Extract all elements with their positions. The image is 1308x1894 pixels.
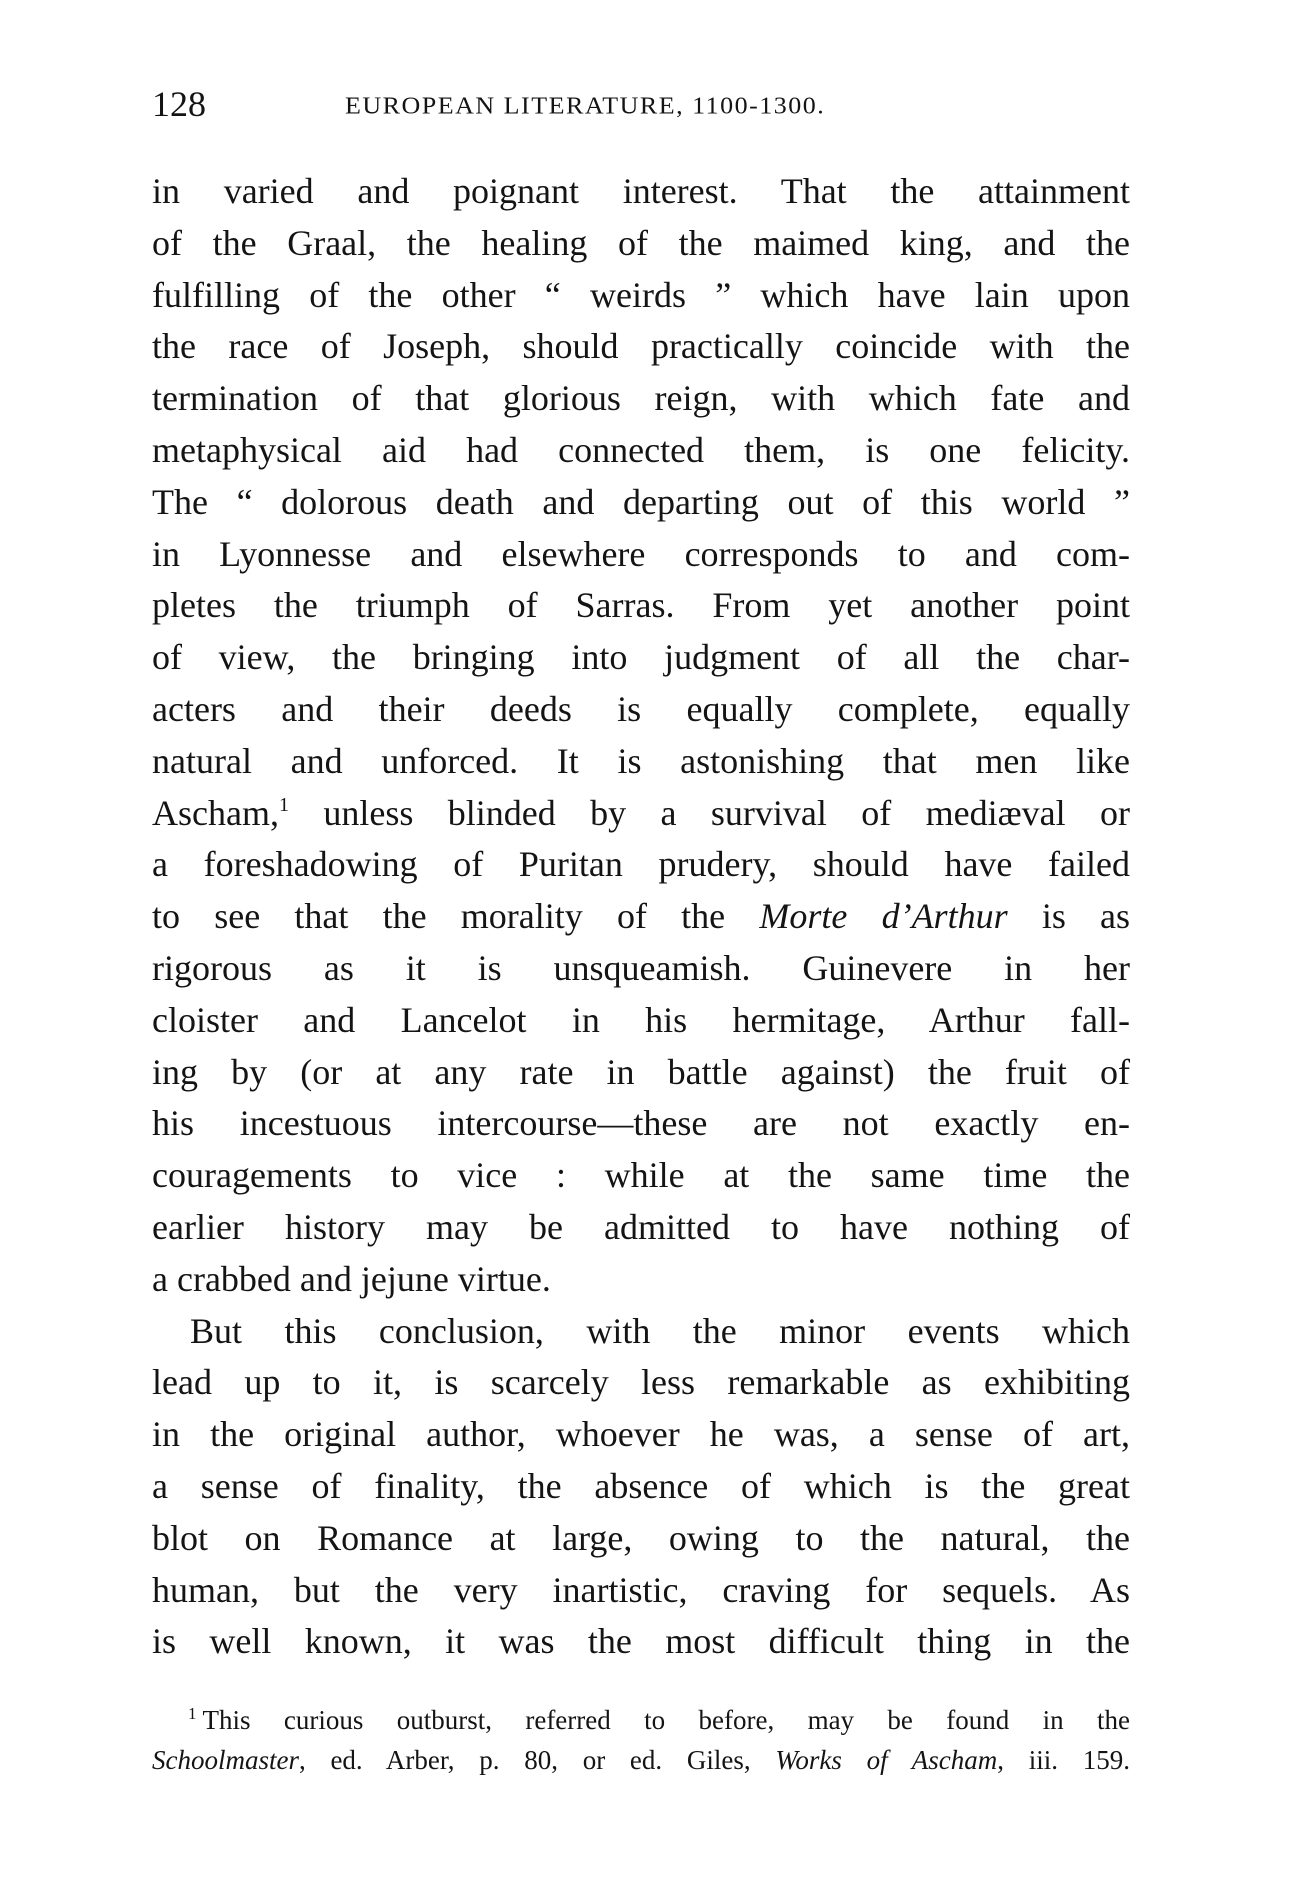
text-line: is well known, it was the most difficult thing in the xyxy=(152,1621,1130,1662)
text-line: ing by (or at any rate in battle against) the fruit of xyxy=(152,1051,1130,1092)
text-line: The “ dolorous death and departing out of this world ” xyxy=(152,481,1130,522)
text-line-with-footnote-ref xyxy=(152,788,1130,840)
footnote-line xyxy=(152,1740,1130,1780)
running-head xyxy=(152,84,1130,124)
text-line: in varied and poignant interest. That the attainment xyxy=(152,171,1130,211)
text-line: termination of that glorious reign, with which fate and xyxy=(152,378,1130,419)
text-line: cloister and Lancelot in his hermitage, Arthur fall- xyxy=(152,999,1130,1040)
footnote-text: This curious outburst, referred to before, may be found in the xyxy=(202,1705,1130,1735)
body-text xyxy=(152,166,1130,1668)
work-title-morte-darthur: Morte d’Arthur xyxy=(759,896,1008,937)
work-title-works-of-ascham: Works of Ascham xyxy=(775,1745,998,1775)
footnote-reference[interactable]: 1 xyxy=(278,793,289,816)
text-line: his incestuous intercourse—these are not exactly en- xyxy=(152,1103,1130,1144)
page-number: 128 xyxy=(152,84,206,124)
text-line: in Lyonnesse and elsewhere corresponds to and com- xyxy=(152,533,1130,574)
footnote-text: , iii. 159. xyxy=(997,1745,1130,1775)
footnote-text: , ed. Arber, p. 80, or ed. Giles, xyxy=(298,1745,751,1775)
text-line: in the original author, whoever he was, a sense of art, xyxy=(152,1414,1130,1455)
text-line: the race of Joseph, should practically coincide with the xyxy=(152,326,1130,367)
text-line: natural and unforced. It is astonishing that men like xyxy=(152,740,1130,781)
text-line: pletes the triumph of Sarras. From yet another point xyxy=(152,585,1130,626)
footnote-line xyxy=(152,1700,1130,1740)
paragraph-start-line: But this conclusion, with the minor events which xyxy=(190,1310,1130,1351)
text-line: earlier history may be admitted to have nothing of xyxy=(152,1206,1130,1247)
text-line: blot on Romance at large, owing to the natural, the xyxy=(152,1517,1130,1558)
text-line: acters and their deeds is equally complete, equally xyxy=(152,688,1130,729)
line-remainder: unless blinded by a survival of mediæval or xyxy=(323,792,1130,833)
text-line: metaphysical aid had connected them, is one felicity. xyxy=(152,429,1130,470)
text-line: of the Graal, the healing of the maimed king, and the xyxy=(152,222,1130,263)
line-end: is as xyxy=(1041,896,1131,937)
paragraph-end-line: a crabbed and jejune virtue. xyxy=(152,1258,551,1299)
text-line: couragements to vice : while at the same time the xyxy=(152,1155,1130,1196)
text-line: rigorous as it is unsqueamish. Guinevere in her xyxy=(152,947,1130,988)
text-line: of view, the bringing into judgment of all the char- xyxy=(152,637,1130,678)
text-line: fulfilling of the other “ weirds ” which have lain upon xyxy=(152,274,1130,315)
text-line: a sense of finality, the absence of which is the great xyxy=(152,1465,1130,1506)
text-line-with-title xyxy=(152,891,1130,943)
footnote-marker: 1 xyxy=(188,1704,197,1723)
footnotes xyxy=(152,1700,1130,1780)
text-line: a foreshadowing of Puritan prudery, should have failed xyxy=(152,844,1130,885)
text-line: human, but the very inartistic, craving for sequels. As xyxy=(152,1569,1130,1610)
work-title-schoolmaster: Schoolmaster xyxy=(152,1745,299,1775)
ascham-word: Ascham, xyxy=(152,792,279,833)
text-line: lead up to it, is scarcely less remarkable as exhibiting xyxy=(152,1362,1130,1403)
line-start: to see that the morality of the xyxy=(152,896,726,937)
running-title: EUROPEAN LITERATURE, 1100-1300. xyxy=(345,91,826,120)
